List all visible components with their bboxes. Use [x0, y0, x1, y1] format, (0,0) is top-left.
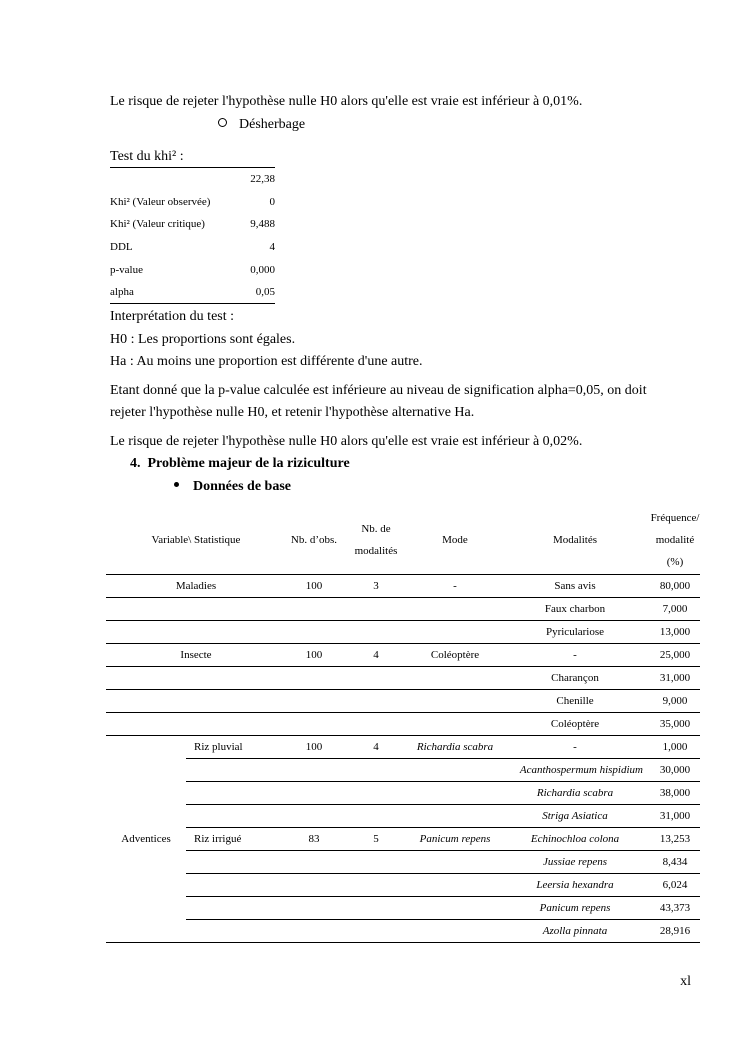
khi-row — [110, 236, 275, 259]
h0-text: H0 : Les proportions sont égales. — [110, 332, 296, 347]
khi-label: DDL — [110, 241, 133, 254]
cell-modalite: Charançon — [500, 667, 650, 690]
table-header-row — [106, 506, 700, 575]
khi-value: 0,05 — [255, 286, 275, 299]
section-number: 4. — [130, 456, 141, 471]
khi-value: 9,488 — [250, 218, 275, 231]
cell-nobs: 100 — [286, 575, 342, 598]
cell-modalite: Pyriculariose — [500, 621, 650, 644]
khi-row — [110, 213, 275, 236]
cell-nobs: 100 — [286, 736, 342, 759]
cell-modalite: - — [500, 644, 650, 667]
khi-label — [110, 168, 243, 191]
cell-frequence: 7,000 — [650, 598, 700, 621]
khi-label: alpha — [110, 286, 134, 299]
test-title: Test du khi² : — [110, 149, 184, 164]
sub-bullet-label: Désherbage — [239, 117, 306, 132]
khi-value: 4 — [269, 241, 275, 254]
table-row — [106, 713, 700, 736]
circle-bullet-icon — [218, 118, 227, 127]
cell-modalite: Striga Asiatica — [500, 805, 650, 828]
header-variable: Variable\ Statistique — [106, 506, 286, 575]
cell-frequence: 31,000 — [650, 667, 700, 690]
table-row — [106, 690, 700, 713]
khi-table-bottom-rule — [110, 303, 275, 304]
table-row — [106, 667, 700, 690]
cell-modalite: Panicum repens — [500, 897, 650, 920]
header-nobs: Nb. d’obs. — [286, 506, 342, 575]
cell-modalite: - — [500, 736, 650, 759]
section-heading — [130, 455, 350, 473]
page-number: xl — [680, 974, 691, 989]
cell-nobs: 83 — [286, 828, 342, 851]
risk-paragraph-1: Le risque de rejeter l'hypothèse nulle H0 alors qu'elle est vraie est inférieur à 0,01%. — [110, 94, 583, 109]
cell-mode: Coléoptère — [410, 644, 500, 667]
cell-frequence: 13,000 — [650, 621, 700, 644]
risk-paragraph-2: Le risque de rejeter l'hypothèse nulle H0 alors qu'elle est vraie est inférieur à 0,02%. — [110, 434, 583, 449]
conclusion-line-1: Etant donné que la p-value calculée est inférieure au niveau de signification alpha=0,05, on doit — [110, 383, 647, 398]
subsection-heading — [174, 478, 291, 496]
cell-frequence: 80,000 — [650, 575, 700, 598]
sub-bullet — [218, 116, 305, 134]
cell-modalite: Coléoptère — [500, 713, 650, 736]
cell-nmod: 5 — [342, 828, 410, 851]
cell-variable: Insecte — [106, 644, 286, 667]
cell-mode: Richardia scabra — [410, 736, 500, 759]
header-nmod: Nb. de modalités — [342, 506, 410, 575]
cell-nobs: 100 — [286, 644, 342, 667]
khi-value: 0 — [269, 195, 275, 208]
cell-frequence: 30,000 — [650, 759, 700, 782]
header-mode: Mode — [410, 506, 500, 575]
table-row — [106, 851, 700, 874]
cell-variable: Maladies — [106, 575, 286, 598]
khi-row — [110, 191, 275, 214]
conclusion-line-2: rejeter l'hypothèse nulle H0, et retenir l'hypothèse alternative Ha. — [110, 405, 475, 420]
table-row — [106, 874, 700, 897]
section-title: Problème majeur de la riziculture — [147, 456, 350, 471]
cell-subvariable: Riz pluvial — [186, 736, 286, 759]
cell-frequence: 8,434 — [650, 851, 700, 874]
cell-frequence: 6,024 — [650, 874, 700, 897]
cell-modalite: Azolla pinnata — [500, 920, 650, 943]
data-table — [106, 506, 700, 943]
table-row — [106, 920, 700, 943]
table-row — [106, 759, 700, 782]
cell-nmod: 4 — [342, 644, 410, 667]
khi-row — [110, 258, 275, 281]
khi-label: Khi² (Valeur critique) — [110, 218, 205, 231]
table-row — [106, 897, 700, 920]
cell-modalite: Richardia scabra — [500, 782, 650, 805]
table-row — [106, 805, 700, 828]
cell-modalite: Chenille — [500, 690, 650, 713]
cell-modalite: Jussiae repens — [500, 851, 650, 874]
khi-label: p-value — [110, 263, 143, 276]
cell-frequence: 13,253 — [650, 828, 700, 851]
cell-variable-adventices: Adventices — [106, 736, 186, 943]
disc-bullet-icon — [174, 482, 179, 487]
cell-mode: Panicum repens — [410, 828, 500, 851]
cell-modalite: Leersia hexandra — [500, 874, 650, 897]
cell-frequence: 43,373 — [650, 897, 700, 920]
cell-modalite: Echinochloa colona — [500, 828, 650, 851]
khi-value: 0,000 — [250, 263, 275, 276]
ha-text: Ha : Au moins une proportion est différente d'une autre. — [110, 354, 423, 369]
cell-frequence: 31,000 — [650, 805, 700, 828]
cell-mode: - — [410, 575, 500, 598]
cell-modalite: Acanthospermum hispidium — [410, 759, 650, 782]
khi-label: Khi² (Valeur observée) — [110, 195, 211, 208]
table-row — [106, 621, 700, 644]
cell-nmod: 4 — [342, 736, 410, 759]
interpretation-title: Interprétation du test : — [110, 309, 235, 324]
khi-row — [110, 168, 275, 191]
cell-frequence: 28,916 — [650, 920, 700, 943]
cell-frequence: 1,000 — [650, 736, 700, 759]
header-modalites: Modalités — [500, 506, 650, 575]
cell-frequence: 9,000 — [650, 690, 700, 713]
table-row — [106, 736, 700, 759]
cell-nmod: 3 — [342, 575, 410, 598]
table-row — [106, 782, 700, 805]
table-row — [106, 644, 700, 667]
khi-row — [110, 281, 275, 304]
cell-frequence: 38,000 — [650, 782, 700, 805]
table-row — [106, 828, 700, 851]
cell-subvariable: Riz irrigué — [186, 828, 286, 851]
cell-modalite: Sans avis — [500, 575, 650, 598]
khi-value: 22,38 — [250, 173, 275, 186]
table-row — [106, 575, 700, 598]
cell-modalite: Faux charbon — [500, 598, 650, 621]
khi-table — [110, 168, 275, 304]
table-row — [106, 598, 700, 621]
cell-frequence: 35,000 — [650, 713, 700, 736]
cell-frequence: 25,000 — [650, 644, 700, 667]
subsection-title: Données de base — [193, 479, 292, 494]
header-frequence: Fréquence/ modalité (%) — [650, 506, 700, 575]
